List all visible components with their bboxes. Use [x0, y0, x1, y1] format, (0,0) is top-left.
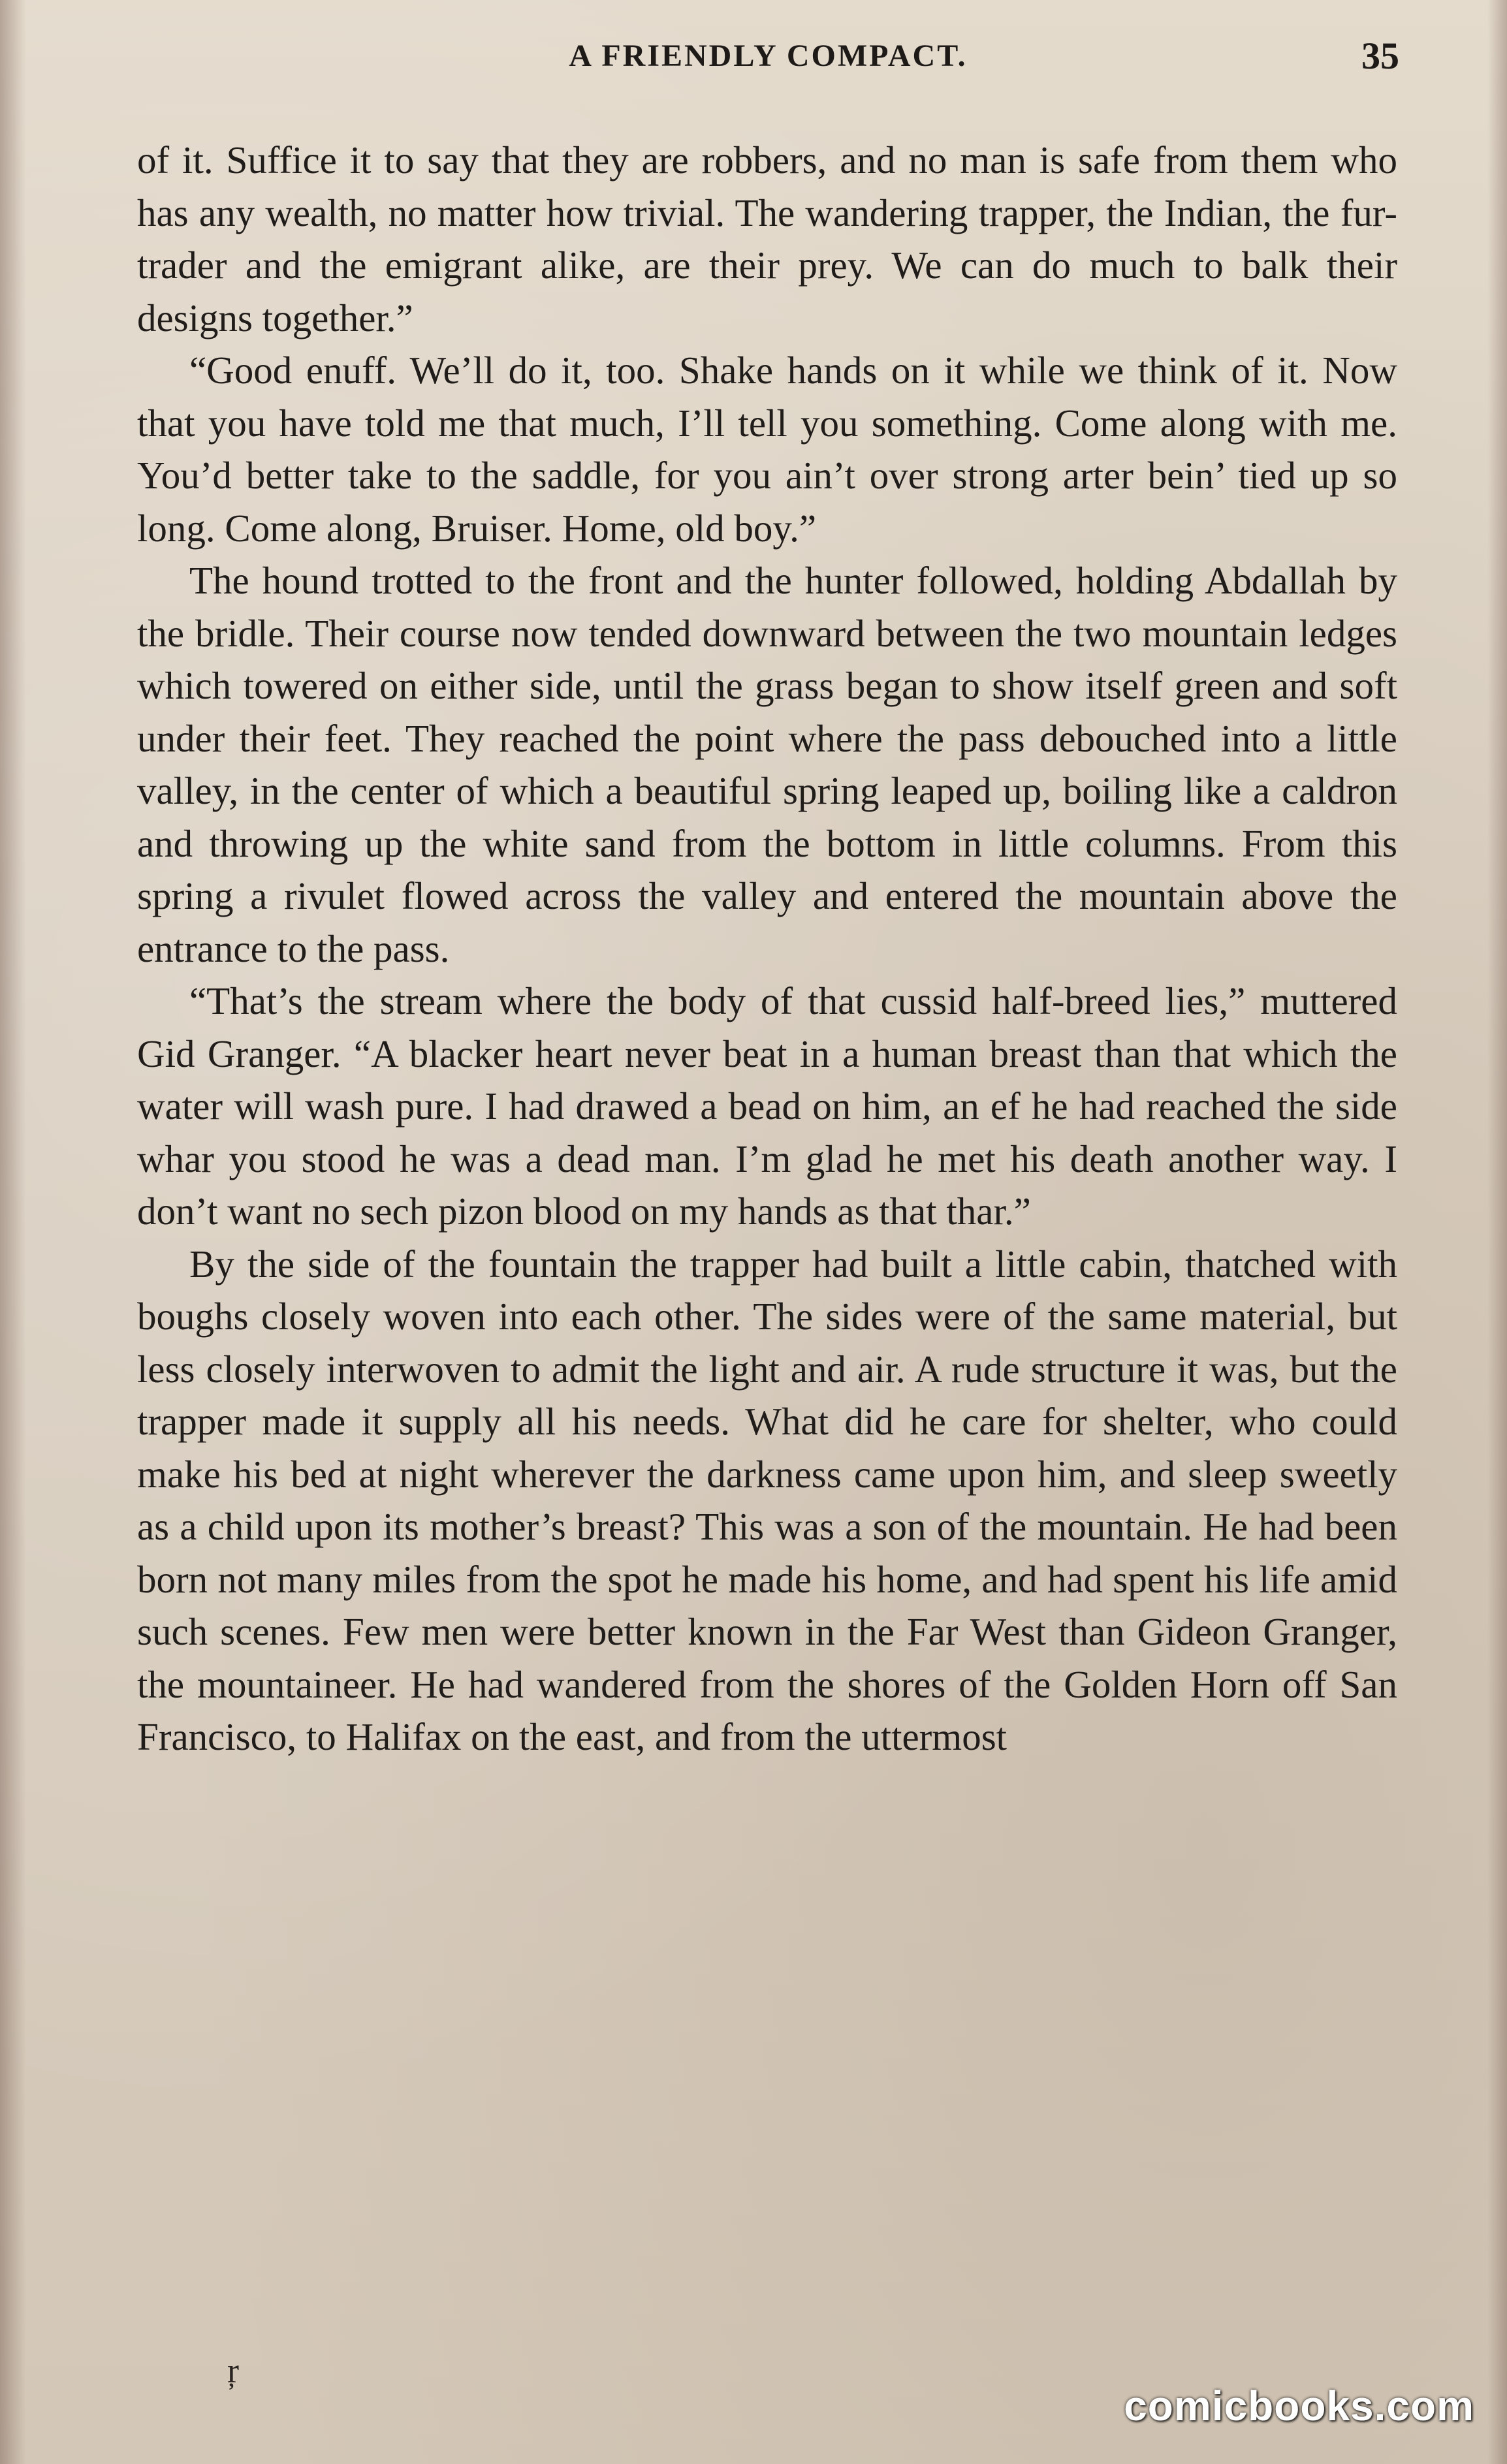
running-title: A FRIENDLY COMPACT.: [569, 39, 968, 73]
page-edge-shadow-left: [0, 0, 26, 2464]
stray-print-mark: ŗ: [227, 2351, 239, 2390]
page-number: 35: [1361, 35, 1399, 77]
site-watermark: comicbooks.com: [1124, 2382, 1474, 2429]
page-edge-shadow-right: [1487, 0, 1507, 2464]
paragraph-continued: of it. Suffice it to say that they are robbers, and no man is safe from them who has any wealth, no matter how trivial. The wandering trapper, the Indian, the fur-trader and the emigrant alike, are their prey. We can do much to balk their designs together.”: [137, 138, 1397, 340]
running-head: [137, 35, 1399, 84]
paragraph-valley-description: The hound trotted to the front and the hunter followed, holding Abdallah by the bridle. Their course now tended downward between the two mountain ledges which towered on either side, until the grass began to show itself green and soft under their feet. They reached the point where the pass debouched into a little valley, in the center of which a beautiful spring leaped up, boiling like a caldron and throwing up the white sand from the bottom in little columns. From this spring a rivulet flowed across the valley and entered the mountain above the entrance to the pass.: [137, 559, 1397, 970]
paragraph-dialogue-granger: “That’s the stream where the body of that cussid half-breed lies,” muttered Gid Granger. “A blacker heart never beat in a human breast than that which the water will wash pure. I had drawed a bead on him, an ef he had reached the side whar you stood he was a dead man. I’m glad he met his death another way. I don’t want no sech pizon blood on my hands as that thar.”: [137, 979, 1397, 1233]
body-text: [137, 134, 1397, 1763]
paragraph-dialogue-trapper: “Good enuff. We’ll do it, too. Shake hands on it while we think of it. Now that you have told me that much, I’ll tell you something. Come along with me. You’d better take to the saddle, for you ain’t over strong arter bein’ tied up so long. Come along, Bruiser. Home, old boy.”: [137, 349, 1397, 550]
paragraph-cabin-description: By the side of the fountain the trapper had built a little cabin, thatched with boughs closely woven into each other. The sides were of the same material, but less closely interwoven to admit the light and air. A rude structure it was, but the trapper made it supply all his needs. What did he care for shelter, who could make his bed at night wherever the darkness came upon him, and sleep sweetly as a child upon its mother’s breast? This was a son of the mountain. He had been born not many miles from the spot he made his home, and had spent his life amid such scenes. Few men were better known in the Far West than Gideon Granger, the mountaineer. He had wandered from the shores of the Golden Horn off San Francisco, to Halifax on the east, and from the uttermost: [137, 1242, 1397, 1758]
